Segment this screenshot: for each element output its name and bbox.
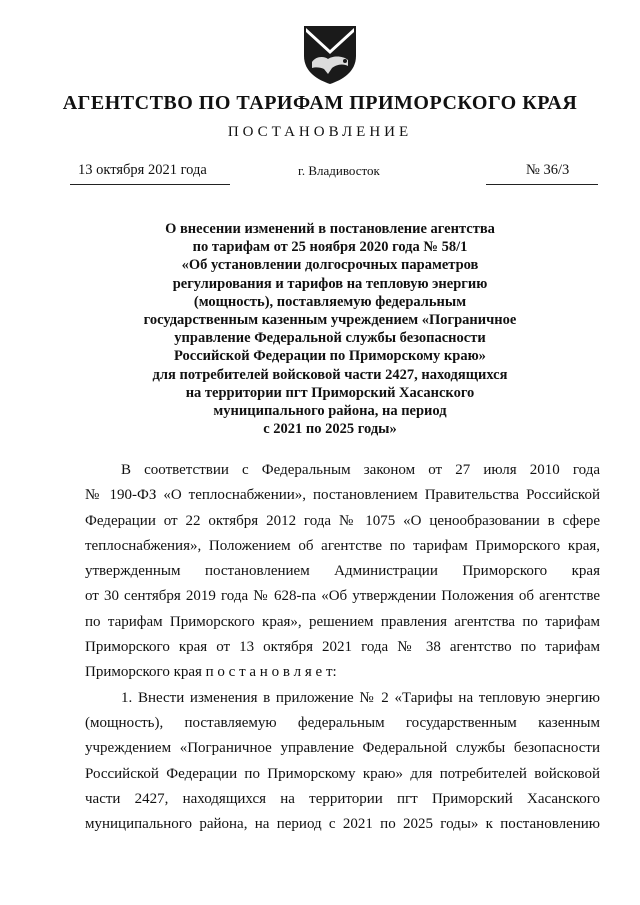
title-line: для потребителей войсковой части 2427, находящихся — [152, 366, 508, 383]
preamble-paragraph — [85, 458, 600, 686]
title-line: на территории пгт Приморский Хасанского — [185, 384, 475, 401]
body-line: Российской Федерации по Приморскому краю» для потребителей войсковой — [85, 765, 600, 782]
number-underline — [486, 184, 598, 185]
title-line: (мощность), поставляемую федеральным — [193, 293, 467, 310]
body-line: 1. Внести изменения в приложение № 2 «Тарифы на тепловую энергию — [121, 689, 600, 706]
clause-1-paragraph — [85, 686, 600, 838]
body-line: от 30 сентября 2019 года № 628-па «Об утверждении Положения об агентстве — [85, 588, 600, 605]
title-line: с 2021 по 2025 годы» — [263, 421, 397, 438]
body-line: (мощность), поставляемую федеральным государственным казенным — [85, 714, 600, 731]
body-line: Федерации от 22 октября 2012 года № 1075 «О ценообразовании в сфере — [85, 512, 600, 529]
body-line: утвержденным постановлением Администрации Приморского края — [85, 563, 600, 580]
title-line: управление Федеральной службы безопасности — [174, 330, 486, 347]
title-line: муниципального района, на период — [213, 403, 447, 420]
body-line: муниципального района, на период с 2021 по 2025 годы» к постановлению — [85, 816, 600, 833]
body-line: части 2427, находящихся на территории пгт Приморский Хасанского — [85, 790, 600, 807]
title-line: государственным казенным учреждением «Пограничное — [143, 312, 517, 329]
agency-name: АГЕНТСТВО ПО ТАРИФАМ ПРИМОРСКОГО КРАЯ — [62, 92, 578, 114]
body-line: по тарифам Приморского края», решением правления агентства по тарифам — [85, 613, 600, 630]
title-line: регулирования и тарифов на тепловую энергию — [172, 275, 488, 292]
document-city: г. Владивосток — [298, 163, 380, 178]
title-line: Российской Федерации по Приморскому краю» — [174, 348, 486, 365]
coat-of-arms-icon — [298, 22, 362, 86]
body-line: № 190-ФЗ «О теплоснабжении», постановлением Правительства Российской — [85, 487, 600, 504]
document-body — [85, 458, 600, 837]
title-line: «Об установлении долгосрочных параметров — [181, 257, 479, 274]
document-date: 13 октября 2021 года — [78, 162, 207, 178]
body-line: Приморского края от 13 октября 2021 года № 38 агентство по тарифам — [85, 639, 600, 656]
body-line: учреждением «Пограничное управление Федеральной службы безопасности — [85, 740, 600, 757]
document-number: № 36/3 — [526, 162, 570, 178]
document-type: ПОСТАНОВЛЕНИЕ — [227, 124, 413, 140]
body-line: теплоснабжения», Положением об агентстве по тарифам Приморского края, — [85, 537, 600, 554]
title-line: О внесении изменений в постановление агентства — [165, 221, 495, 237]
date-underline — [70, 184, 230, 185]
document-title — [120, 220, 540, 438]
body-line: В соответствии с Федеральным законом от 27 июля 2010 года — [121, 462, 600, 478]
body-line: Приморского края п о с т а н о в л я е т: — [85, 664, 337, 681]
title-line: по тарифам от 25 ноября 2020 года № 58/1 — [192, 239, 468, 256]
